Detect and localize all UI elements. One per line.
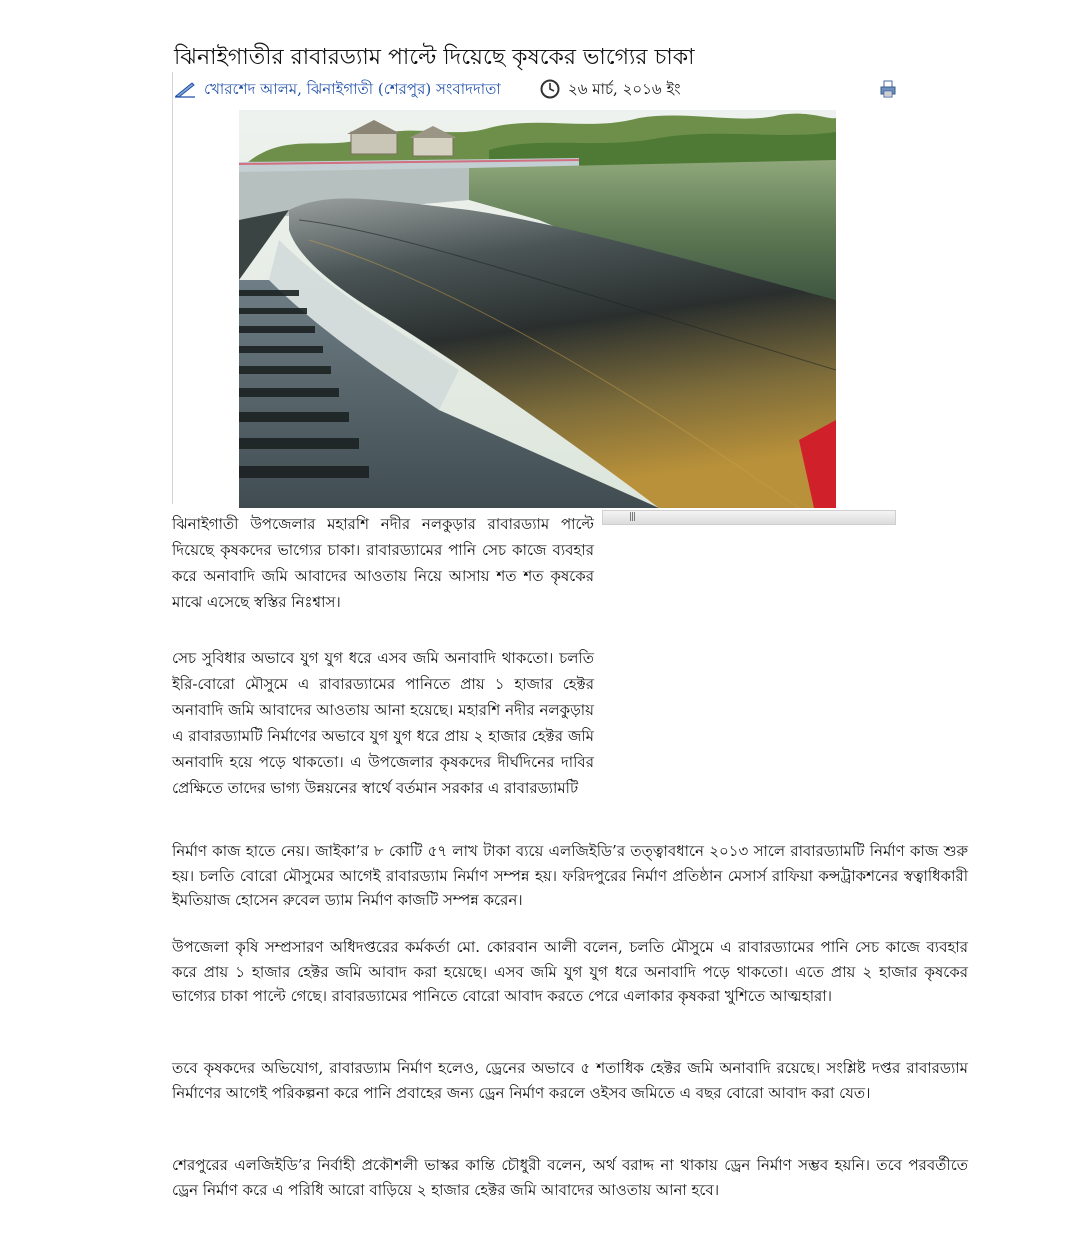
image-scrollbar[interactable] xyxy=(602,510,896,525)
publish-date: ২৬ মার্চ, ২০১৬ ইং xyxy=(568,80,681,98)
clock-icon xyxy=(540,79,560,99)
article-paragraph: উপজেলা কৃষি সম্প্রসারণ অধিদপ্তরের কর্মকর্তা মো. কোরবান আলী বলেন, চলতি মৌসুমে এ রাবারড্যামের পানি সেচ কাজে ব্যবহার করে প্রায় ১ হাজার হেক্টর জমি আবাদ করা হয়েছে। এসব জমি যুগ যুগ ধরে অনাবাদি পড়ে থাকতো। এতে প্রায় ২ হাজার কৃষকের ভাগ্যের চাকা পাল্টে গেছে। রাবারড্যামের পানিতে বোরো আবাদ করতে পেরে এলাকার কৃষকরা খুশিতে আত্মহারা। xyxy=(172,938,968,1005)
article-paragraph: শেরপুরের এলজিইডি’র নির্বাহী প্রকৌশলী ভাস্কর কান্তি চৌধুরী বলেন, অর্থ বরাদ্দ না থাকায় ড্রেন নির্মাণ সম্ভব হয়নি। তবে পরবর্তীতে ড্রেন নির্মাণ করে এ পরিধি আরো বাড়িয়ে ২ হাজার হেক্টর জমি আবাদের আওতায় আনা হবে। xyxy=(172,1156,968,1199)
byline xyxy=(174,78,914,100)
divider xyxy=(172,72,173,504)
author-link[interactable]: খোরশেদ আলম, ঝিনাইগাতী (শেরপুর) সংবাদদাতা xyxy=(204,80,501,98)
article-photo xyxy=(239,110,836,508)
print-icon[interactable] xyxy=(880,80,896,98)
article-paragraph: নির্মাণ কাজ হাতে নেয়। জাইকা’র ৮ কোটি ৫৭ লাখ টাকা ব্যয়ে এলজিইডি’র তত্ত্বাবধানে ২০১৩ সালে রাবারড্যামটি নির্মাণ কাজ শুরু হয়। চলতি বোরো মৌসুমের আগেই রাবারড্যাম নির্মাণ সম্পন্ন হয়। ফরিদপুরের নির্মাণ প্রতিষ্ঠান মেসার্স রাফিয়া কন্সট্রাকশনের স্বত্বাধিকারী ইমতিয়াজ হোসেন রুবেল ড্যাম নির্মাণ কাজটি সম্পন্ন করেন। xyxy=(172,842,968,909)
article-paragraph: সেচ সুবিধার অভাবে যুগ যুগ ধরে এসব জমি অনাবাদি থাকতো। চলতি ইরি-বোরো মৌসুমে এ রাবারড্যামের পানিতে প্রায় ১ হাজার হেক্টর অনাবাদি জমি আবাদের আওতায় আনা হয়েছে। মহারশি নদীর নলকুড়ায় এ রাবারড্যামটি নির্মাণের অভাবে যুগ যুগ ধরে প্রায় ২ হাজার হেক্টর জমি অনাবাদি হয়ে পড়ে থাকতো। এ উপজেলার কৃষকদের দীর্ঘদিনের দাবির প্রেক্ষিতে তাদের ভাগ্য উন্নয়নের স্বার্থে বর্তমান সরকার এ রাবারড্যামটি xyxy=(172,649,594,797)
article-paragraph: ঝিনাইগাতী উপজেলার মহারশি নদীর নলকুড়ার রাবারড্যাম পাল্টে দিয়েছে কৃষকদের ভাগ্যের চাকা। রাবারড্যামের পানি সেচ কাজে ব্যবহার করে অনাবাদি জমি আবাদের আওতায় নিয়ে আসায় শত শত কৃষকের মাঝে এসেছে স্বস্তির নিঃশ্বাস। xyxy=(172,515,594,611)
pen-icon xyxy=(174,80,196,98)
scrollbar-grip[interactable]: ||| xyxy=(629,512,636,522)
article-headline: ঝিনাইগাতীর রাবারড্যাম পাল্টে দিয়েছে কৃষকের ভাগ্যের চাকা xyxy=(174,45,695,70)
article-paragraph: তবে কৃষকদের অভিযোগ, রাবারড্যাম নির্মাণ হলেও, ড্রেনের অভাবে ৫ শতাধিক হেক্টর জমি অনাবাদি রয়েছে। সংশ্লিষ্ট দপ্তর রাবারড্যাম নির্মাণের আগেই পরিকল্পনা করে পানি প্রবাহের জন্য ড্রেন নির্মাণ করলে ওইসব জমিতে এ বছর বোরো আবাদ করা যেত। xyxy=(172,1059,968,1102)
